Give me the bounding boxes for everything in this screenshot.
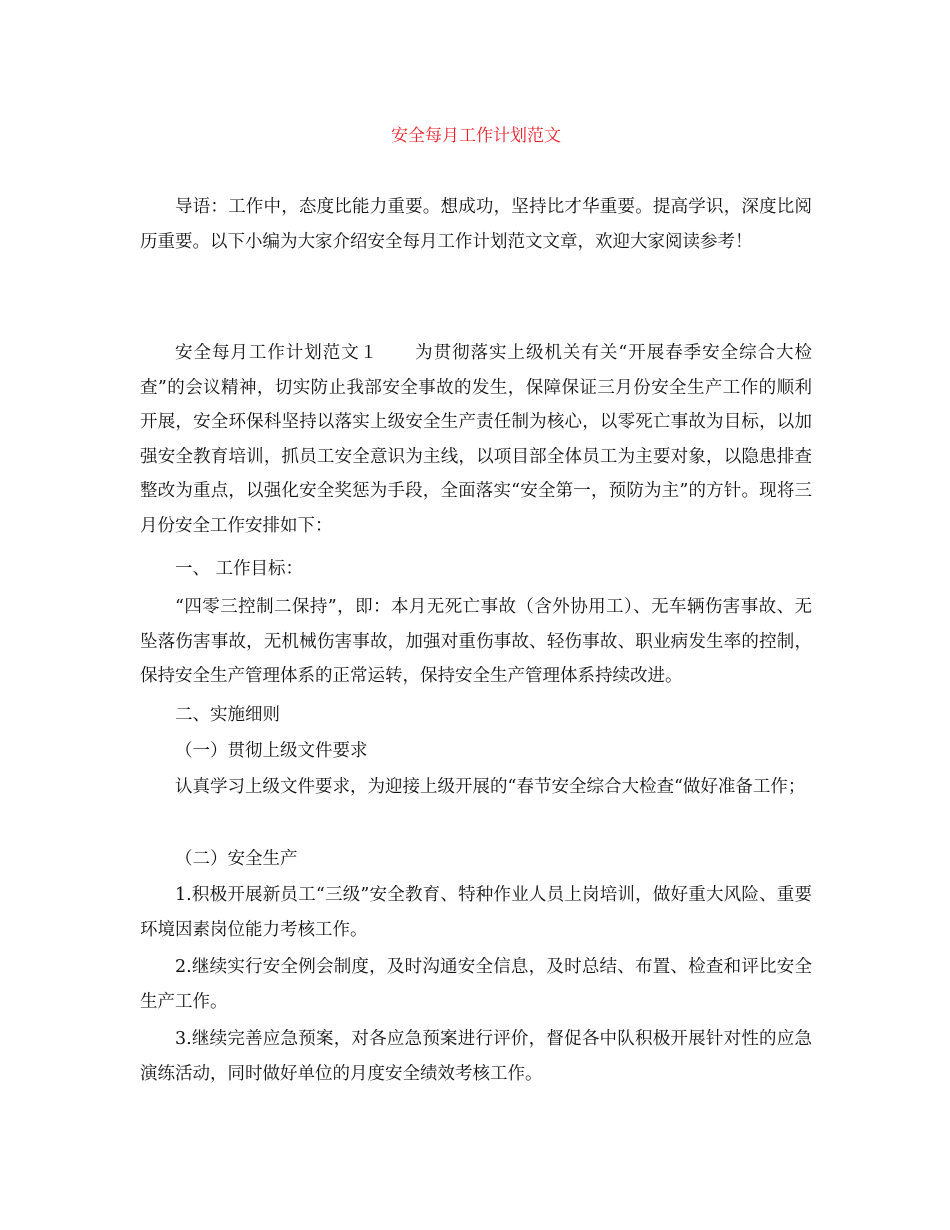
sub2-heading: （二）安全生产 [175, 849, 298, 869]
item-1: 1.积极开展新员工“三级”安全教育、特种作业人员上岗培训，做好重大风险、重要环境因素岗位能力考核工作。 [140, 885, 812, 940]
goal-heading: 一、 工作目标： [175, 559, 304, 579]
section1-body: 为贯彻落实上级机关有关“开展春季安全综合大检查”的会议精神，切实防止我部安全事故的发生，保障保证三月份安全生产工作的顺利开展，安全环保科坚持以落实上级安全生产责任制为核心，以零死亡事故为目标，以加强安全教育培训，抓员工安全意识为主线，以项目部全体员工为主要对象，以隐患排查整改为重点，以强化安全奖惩为手段，全面落实“安全第一，预防为主”的方针。现将三月份安全工作安排如下： [140, 343, 812, 536]
intro-paragraph: 导语：工作中，态度比能力重要。想成功，坚持比才华重要。提高学识，深度比阅历重要。以下小编为大家介绍安全每月工作计划范文文章，欢迎大家阅读参考！ [140, 197, 812, 252]
section1-paragraph [140, 336, 812, 543]
item-2: 2.继续实行安全例会制度，及时沟通安全信息，及时总结、布置、检查和评比安全生产工作。 [140, 957, 812, 1012]
sub1-heading: （一）贯彻上级文件要求 [175, 741, 368, 761]
document-title: 安全每月工作计划范文 [391, 126, 561, 146]
sub1-paragraph: 认真学习上级文件要求，为迎接上级开展的“春节安全综合大检查“做好准备工作； [175, 777, 806, 797]
goal-paragraph: “四零三控制二保持”，即：本月无死亡事故（含外协用工）、无车辆伤害事故、无坠落伤害事故，无机械伤害事故，加强对重伤事故、轻伤事故、职业病发生率的控制，保持安全生产管理体系的正常运转，保持安全生产管理体系持续改进。 [140, 597, 812, 686]
detail-heading: 二、实施细则 [175, 705, 280, 725]
section1-heading: 安全每月工作计划范文１ [175, 343, 379, 363]
item-3: 3.继续完善应急预案，对各应急预案进行评价，督促各中队积极开展针对性的应急演练活动，同时做好单位的月度安全绩效考核工作。 [140, 1029, 812, 1084]
